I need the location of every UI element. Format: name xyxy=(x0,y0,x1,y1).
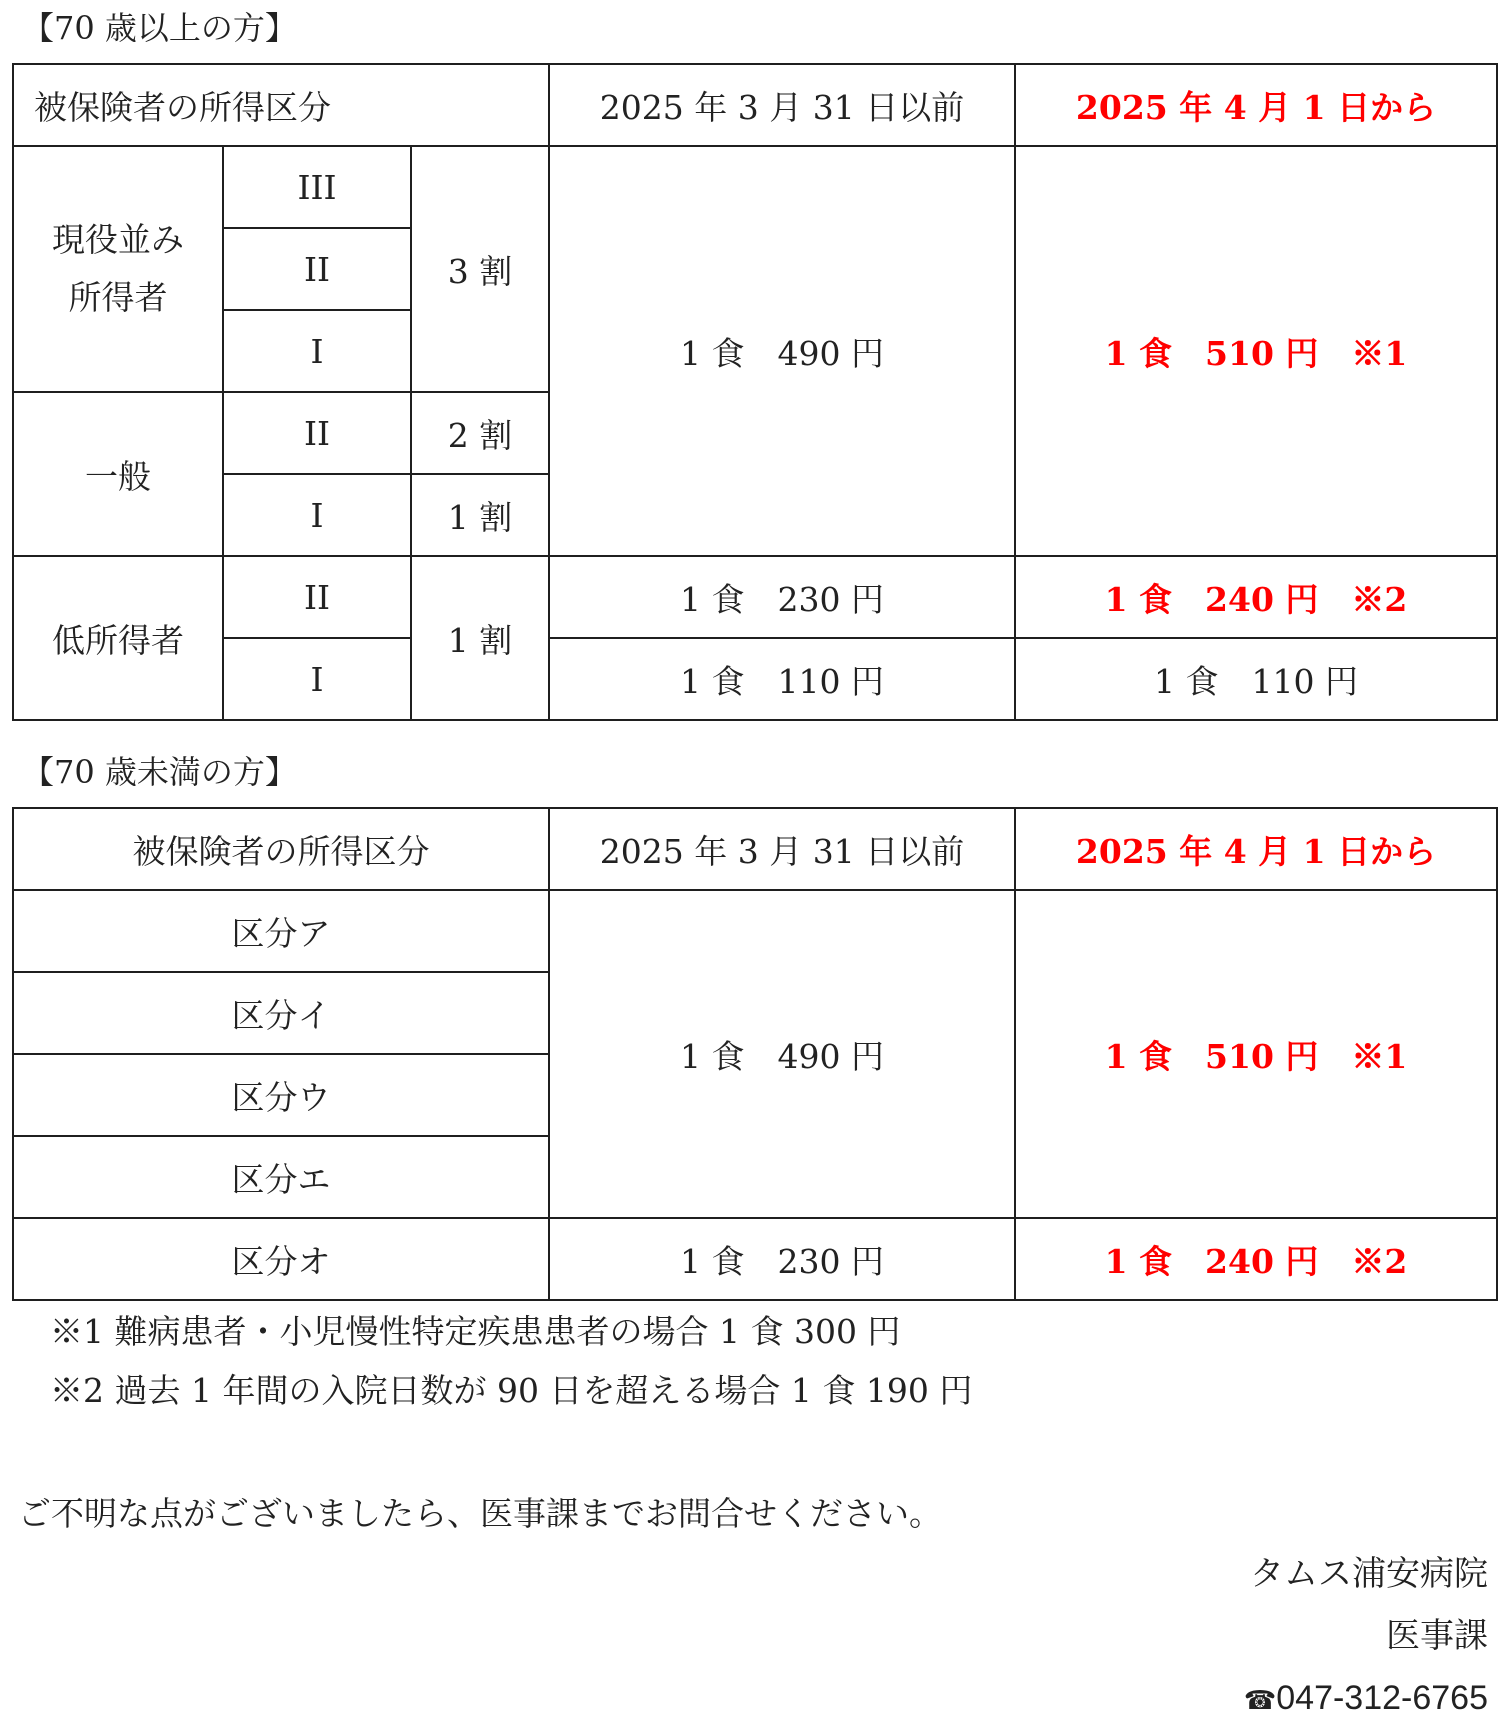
header-income-category: 被保険者の所得区分 xyxy=(13,64,549,146)
income-category: 区分エ xyxy=(13,1136,549,1218)
ratio-cell: 1 割 xyxy=(411,474,549,556)
price-before-cell: 1 食 230 円 xyxy=(549,556,1015,638)
header-after-date: 2025 年 4 月 1 日から xyxy=(1015,64,1497,146)
group-label-teishotoku: 低所得者 xyxy=(13,556,223,720)
closing-message: ご不明な点がございましたら、医事課までお問合せください。 xyxy=(18,1494,942,1533)
income-category: 区分ア xyxy=(13,890,549,972)
price-before-cell: 1 食 490 円 xyxy=(549,146,1015,556)
price-before-cell: 1 食 230 円 xyxy=(549,1218,1015,1300)
header-after-date: 2025 年 4 月 1 日から xyxy=(1015,808,1497,890)
group-label-genekinami xyxy=(13,146,223,392)
price-after-cell: 1 食 510 円 ※1 xyxy=(1015,146,1497,556)
sub-category: II xyxy=(223,392,411,474)
sub-category: II xyxy=(223,228,411,310)
table-row xyxy=(13,1218,1497,1300)
price-after-cell: 1 食 240 円 ※2 xyxy=(1015,556,1497,638)
signature-phone xyxy=(1244,1677,1488,1721)
sub-category: I xyxy=(223,474,411,556)
sub-category: II xyxy=(223,556,411,638)
price-before-cell: 1 食 110 円 xyxy=(549,638,1015,720)
header-before-date: 2025 年 3 月 31 日以前 xyxy=(549,808,1015,890)
ratio-cell: 3 割 xyxy=(411,146,549,392)
income-category: 区分イ xyxy=(13,972,549,1054)
header-before-date: 2025 年 3 月 31 日以前 xyxy=(549,64,1015,146)
table-row xyxy=(13,638,1497,720)
income-category: 区分ウ xyxy=(13,1054,549,1136)
price-before-cell: 1 食 490 円 xyxy=(549,890,1015,1218)
price-after-cell: 1 食 240 円 ※2 xyxy=(1015,1218,1497,1300)
ratio-cell: 2 割 xyxy=(411,392,549,474)
ratio-cell: 1 割 xyxy=(411,556,549,720)
phone-icon: ☎ xyxy=(1243,1685,1277,1715)
signature-department: 医事課 xyxy=(1386,1616,1488,1656)
price-after-cell: 1 食 510 円 ※1 xyxy=(1015,890,1497,1218)
group-label-ippan: 一般 xyxy=(13,392,223,556)
header-income-category: 被保険者の所得区分 xyxy=(13,808,549,890)
phone-number: 047-312-6765 xyxy=(1276,1679,1488,1717)
group-label-line: 所得者 xyxy=(68,278,168,317)
table-header-row xyxy=(13,808,1497,890)
table-row xyxy=(13,890,1497,972)
footnote-2: ※2 過去 1 年間の入院日数が 90 日を超える場合 1 食 190 円 xyxy=(50,1371,973,1410)
income-category: 区分オ xyxy=(13,1218,549,1300)
section1-heading: 【70 歳以上の方】 xyxy=(22,9,297,47)
signature-hospital: タムス浦安病院 xyxy=(1250,1554,1488,1594)
sub-category: I xyxy=(223,638,411,720)
sub-category: I xyxy=(223,310,411,392)
group-label-line: 現役並み xyxy=(52,220,184,259)
section2-heading: 【70 歳未満の方】 xyxy=(22,753,297,791)
table-header-row xyxy=(13,64,1497,146)
table-row xyxy=(13,556,1497,638)
table-70-and-over xyxy=(12,63,1498,721)
table-under-70 xyxy=(12,807,1498,1301)
sub-category: III xyxy=(223,146,411,228)
price-after-cell: 1 食 110 円 xyxy=(1015,638,1497,720)
table-row xyxy=(13,146,1497,228)
footnote-1: ※1 難病患者・小児慢性特定疾患患者の場合 1 食 300 円 xyxy=(50,1312,901,1351)
